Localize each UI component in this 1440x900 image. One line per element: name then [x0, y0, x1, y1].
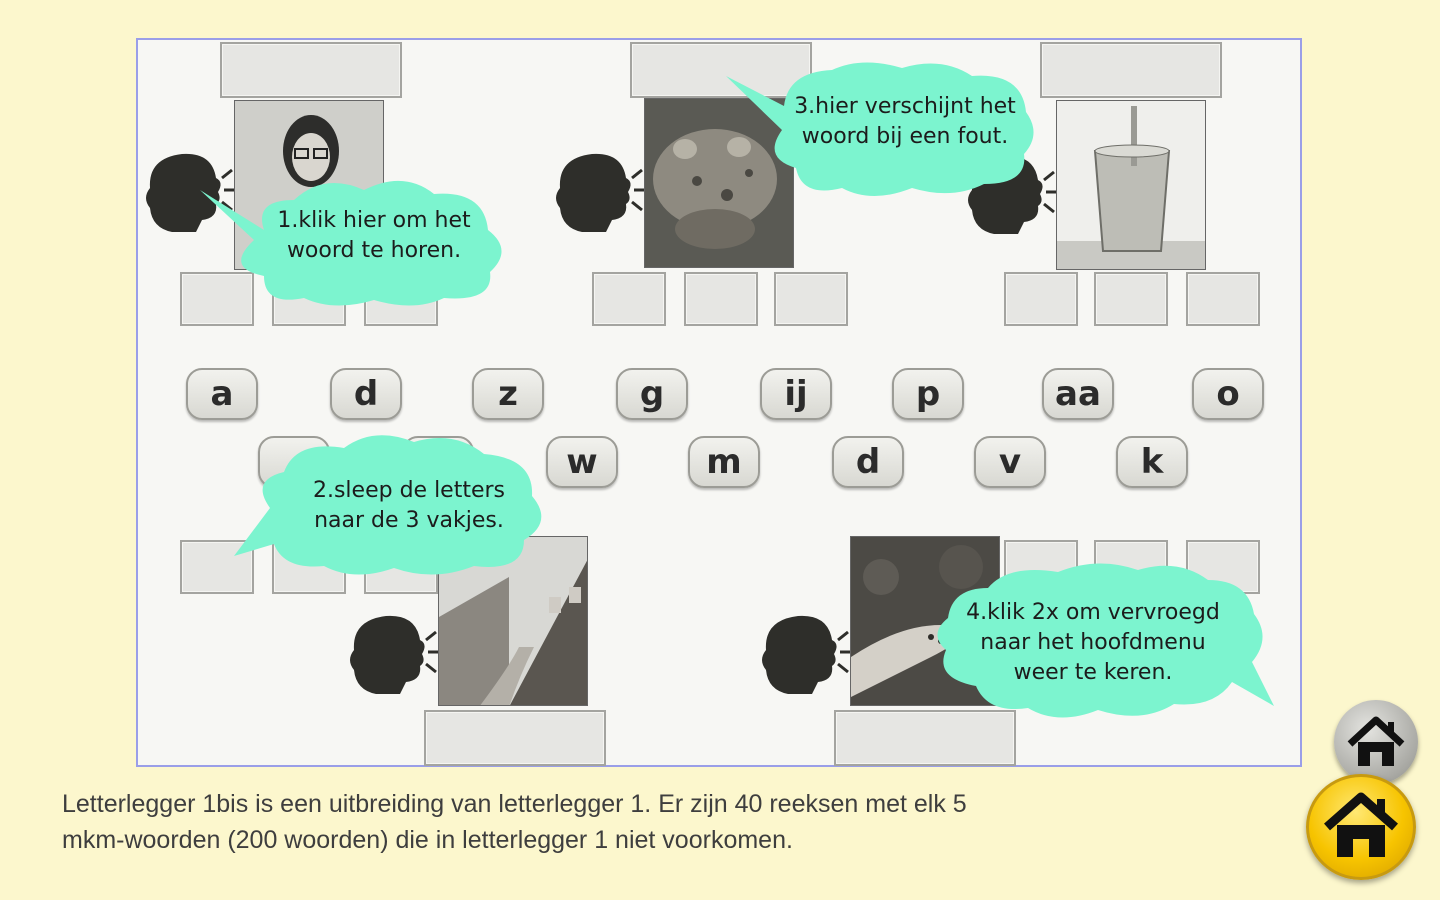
- letter-slot: [774, 272, 848, 326]
- letter-tile[interactable]: ij: [760, 368, 832, 420]
- letter-tile[interactable]: d: [832, 436, 904, 488]
- answer-word-slot-3: [1040, 42, 1222, 98]
- letter-slot: [1004, 272, 1078, 326]
- letter-slot: [1186, 272, 1260, 326]
- tip-bubble-4: [928, 558, 1288, 732]
- tip-text-1: 1.klik hier om het woord te horen.: [277, 208, 471, 263]
- answer-word-slot-4: [424, 710, 606, 766]
- home-button[interactable]: [1306, 774, 1416, 880]
- tip-text-2: 2.sleep de letters naar de 3 vakjes.: [312, 478, 506, 533]
- letter-tile[interactable]: v: [974, 436, 1046, 488]
- letter-tile[interactable]: aa: [1042, 368, 1114, 420]
- letter-tile[interactable]: a: [186, 368, 258, 420]
- speaking-head-icon[interactable]: [552, 148, 644, 232]
- description-text: Letterlegger 1bis is een uitbreiding van letterlegger 1. Er zijn 40 reeksen met elk 5 mkm-woorden (200 woorden) die in letterlegger 1 niet voorkomen.: [62, 790, 967, 854]
- game-panel: [136, 38, 1302, 767]
- tip-bubble-3: [722, 58, 1042, 208]
- letter-slot: [684, 272, 758, 326]
- tip-text-4: 4.klik 2x om vervroegd naar het hoofdmenu weer te keren.: [966, 600, 1220, 685]
- speaking-head-icon[interactable]: [346, 610, 438, 694]
- letter-slot: [1094, 272, 1168, 326]
- letter-tile[interactable]: d: [330, 368, 402, 420]
- tip-text-3: 3.hier verschijnt het woord bij een fout.: [794, 94, 1016, 149]
- letter-tile[interactable]: z: [472, 368, 544, 420]
- letter-tile[interactable]: k: [1116, 436, 1188, 488]
- home-icon: [1334, 700, 1418, 784]
- home-button-small[interactable]: [1334, 700, 1418, 784]
- letter-tile[interactable]: m: [688, 436, 760, 488]
- letter-tile[interactable]: o: [1192, 368, 1264, 420]
- answer-word-slot-1: [220, 42, 402, 98]
- tip-bubble-1: [194, 170, 514, 310]
- letter-slot: [592, 272, 666, 326]
- speaking-head-icon[interactable]: [758, 610, 850, 694]
- tip-bubble-2: [234, 426, 554, 576]
- letter-tile[interactable]: g: [616, 368, 688, 420]
- letter-tile[interactable]: p: [892, 368, 964, 420]
- letter-tile[interactable]: w: [546, 436, 618, 488]
- word-picture-glass: [1056, 100, 1206, 270]
- home-icon: [1309, 777, 1413, 877]
